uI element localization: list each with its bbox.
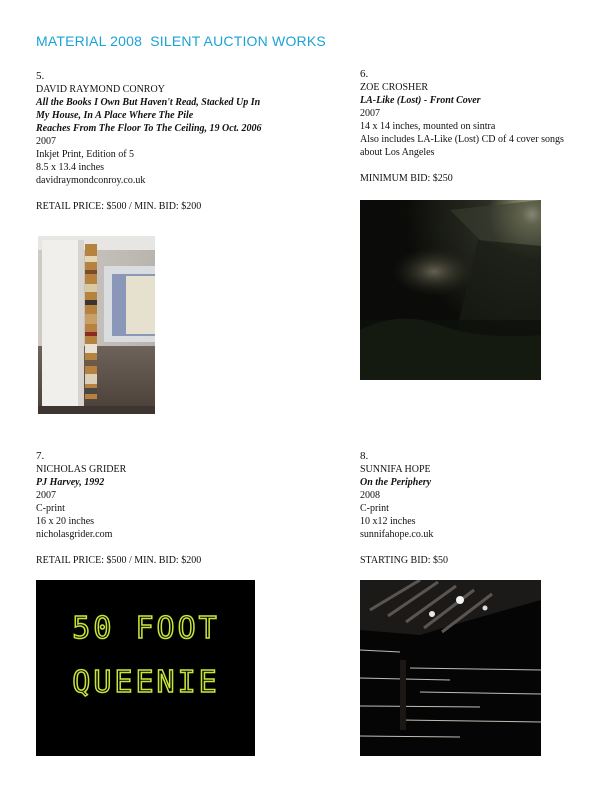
work-size: 16 x 20 inches xyxy=(36,516,95,527)
work-size: 14 x 14 inches, mounted on sintra xyxy=(360,121,496,132)
artist-name: DAVID RAYMOND CONROY xyxy=(36,84,165,95)
work-size: 8.5 x 13.4 inches xyxy=(36,162,105,173)
work-medium: C-print xyxy=(360,503,389,514)
work-title: On the Periphery xyxy=(360,477,432,488)
work-title: All the Books I Own But Haven't Read, Stacked Up In xyxy=(36,97,261,108)
work-entry-7 xyxy=(36,450,201,567)
page-title: MATERIAL 2008 SILENT AUCTION WORKS xyxy=(36,33,326,49)
price-info: MINIMUM BID: $250 xyxy=(360,173,453,184)
artwork-image-7 xyxy=(36,580,255,756)
artist-website: sunnifahope.co.uk xyxy=(360,529,434,540)
work-size: 10 x12 inches xyxy=(360,516,416,527)
work-number: 5. xyxy=(36,70,45,82)
artist-name: NICHOLAS GRIDER xyxy=(36,464,127,475)
work-number: 7. xyxy=(36,450,45,462)
work-title: PJ Harvey, 1992 xyxy=(36,477,105,488)
artwork-text-line1: 50 FOOT xyxy=(72,611,220,646)
work-entry-6 xyxy=(360,68,564,185)
artwork-image-6 xyxy=(360,200,541,380)
work-entry-5 xyxy=(36,70,261,213)
artist-name: ZOE CROSHER xyxy=(360,82,429,93)
work-title: LA-Like (Lost) - Front Cover xyxy=(360,95,481,106)
price-info: RETAIL PRICE: $500 / MIN. BID: $200 xyxy=(36,555,202,566)
artwork-image-5 xyxy=(38,236,155,414)
artist-website: davidraymondconroy.co.uk xyxy=(36,175,146,186)
work-year: 2007 xyxy=(360,108,380,119)
price-info: RETAIL PRICE: $500 / MIN. BID: $200 xyxy=(36,201,202,212)
work-medium: Inkjet Print, Edition of 5 xyxy=(36,149,135,160)
artist-website: nicholasgrider.com xyxy=(36,529,113,540)
artist-name: SUNNIFA HOPE xyxy=(360,464,431,475)
work-number: 6. xyxy=(360,68,369,80)
work-entry-8 xyxy=(360,450,448,567)
work-year: 2008 xyxy=(360,490,380,501)
artwork-image-8 xyxy=(360,580,541,756)
work-extra: about Los Angeles xyxy=(360,147,435,158)
work-medium: C-print xyxy=(36,503,65,514)
work-year: 2007 xyxy=(36,136,56,147)
artwork-text-line2: QUEENIE xyxy=(72,665,220,700)
work-extra: Also includes LA-Like (Lost) CD of 4 cover songs xyxy=(360,134,564,145)
work-year: 2007 xyxy=(36,490,56,501)
work-title: Reaches From The Floor To The Ceiling, 19 Oct. 2006 xyxy=(36,123,262,134)
work-number: 8. xyxy=(360,450,369,462)
work-title: My House, In A Place Where The Pile xyxy=(36,110,194,121)
price-info: STARTING BID: $50 xyxy=(360,555,449,566)
